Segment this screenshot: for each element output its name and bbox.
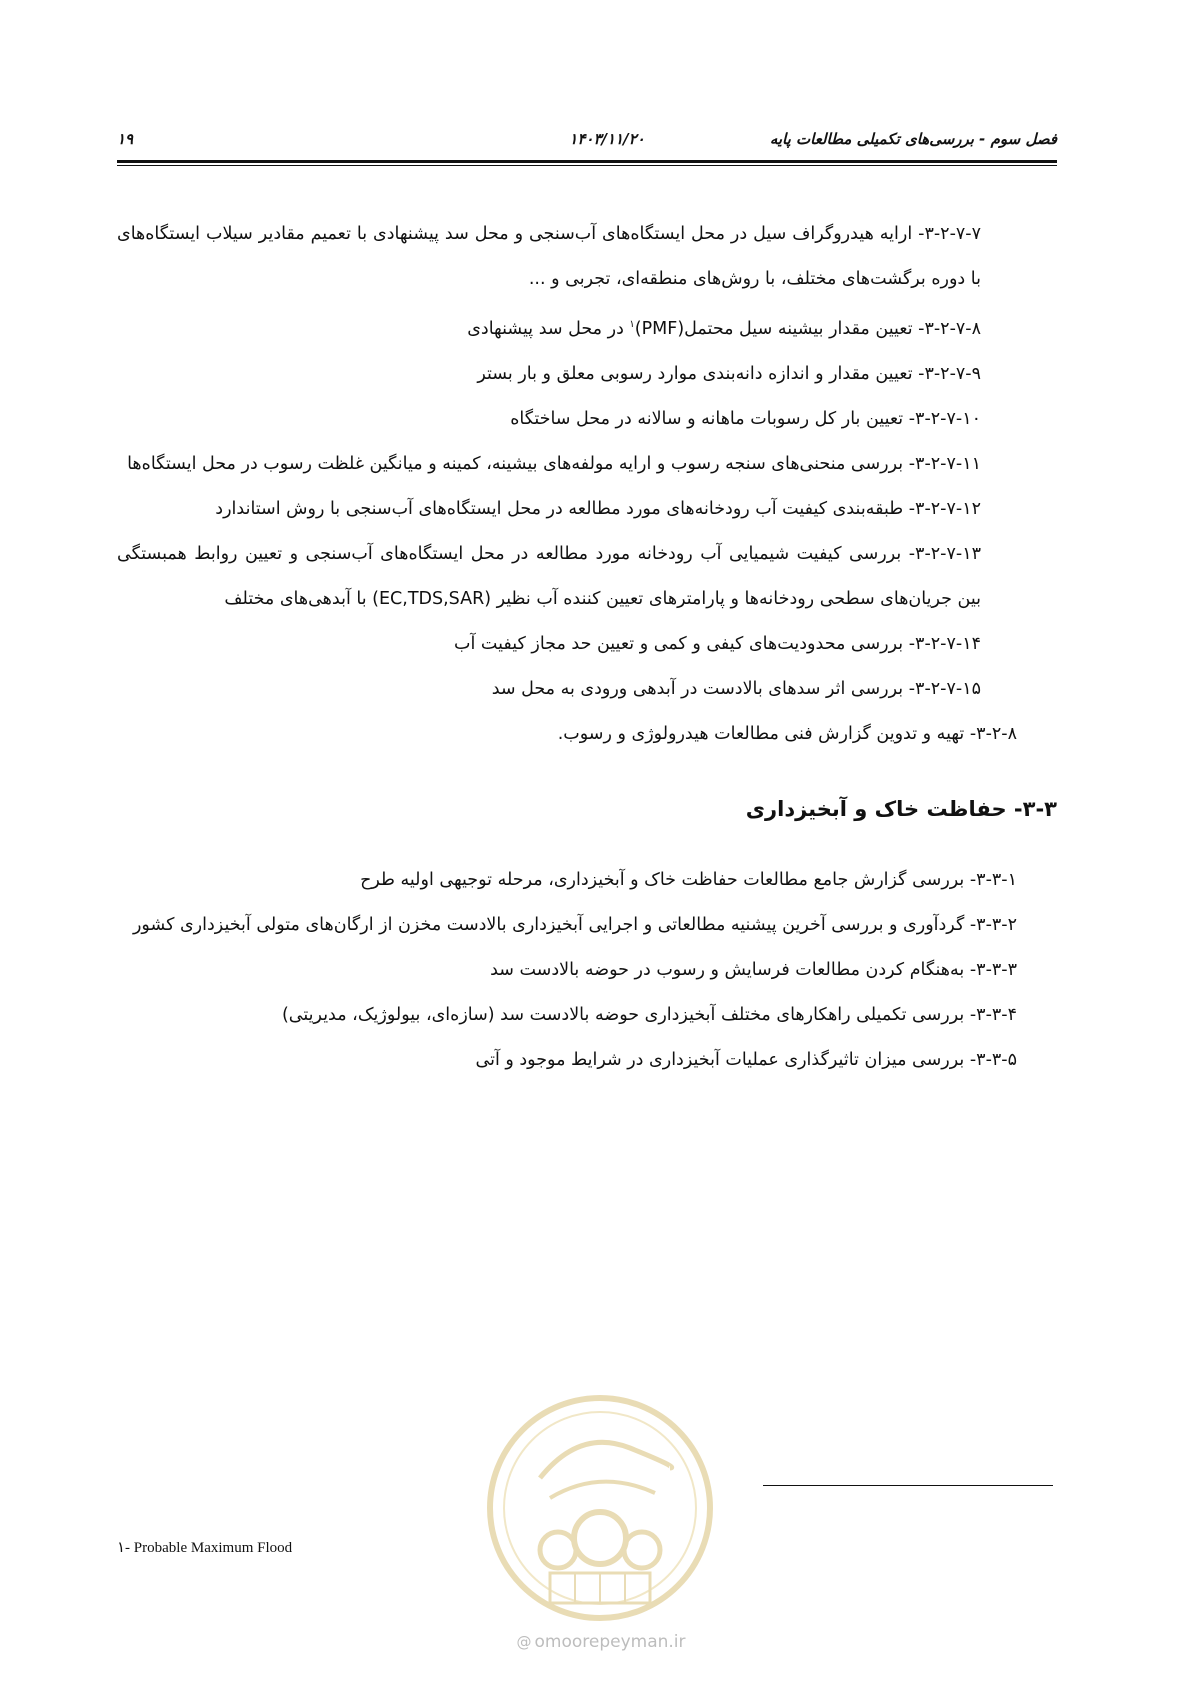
watermark-site — [491, 1632, 711, 1652]
list-item: ۳-۲-۷-۱۱- بررسی منحنی‌های سنجه رسوب و ارایه مولفه‌های بیشینه، کمینه و میانگین غلظت رسوب در محل ایستگاه‌ها — [127, 453, 981, 474]
section-heading: ۳-۳- حفاظت خاک و آبخیزداری — [745, 796, 1057, 821]
list-item: ۳-۲-۸- تهیه و تدوین گزارش فنی مطالعات هیدرولوژی و رسوب. — [557, 723, 1017, 744]
list-item: ۳-۲-۷-۹- تعیین مقدار و اندازه دانه‌بندی موارد رسوبی معلق و بار بستر — [477, 363, 981, 384]
footnote-marker: ۱ — [629, 319, 635, 330]
header-rule-thick — [117, 160, 1057, 163]
at-icon: @ — [516, 1633, 532, 1651]
list-item: ۳-۲-۷-۱۰- تعیین بار کل رسوبات ماهانه و سالانه در محل ساختگاه — [510, 408, 981, 429]
list-item: ۳-۲-۷-۱۲- طبقه‌بندی کیفیت آب رودخانه‌های مورد مطالعه در محل ایستگاه‌های آب‌سنجی با روش استاندارد — [215, 498, 981, 519]
chapter-title: فصل سوم - بررسی‌های تکمیلی مطالعات پایه — [769, 130, 1057, 148]
page-number: ۱۹ — [117, 130, 134, 148]
main-content — [117, 212, 1057, 1083]
list-item: ۳-۳-۳- به‌هنگام کردن مطالعات فرسایش و رسوب در حوضه بالادست سد — [490, 959, 1017, 980]
header-rule-thin — [117, 165, 1057, 166]
pmf-item-suffix: در محل سد پیشنهادی — [467, 318, 630, 339]
list-item: ۳-۳-۴- بررسی تکمیلی راهکارهای مختلف آبخیزداری حوضه بالادست سد (سازه‌ای، بیولوژیک، مدیریتی) — [281, 1004, 1017, 1025]
watermark-site-text: omoorepeyman.ir — [534, 1632, 686, 1652]
list-item: ۳-۲-۷-۱۵- بررسی اثر سدهای بالادست در آبدهی ورودی به محل سد — [491, 678, 981, 699]
watermark-seal-icon — [480, 1388, 720, 1628]
footnote: ۱- Probable Maximum Flood — [117, 1540, 293, 1556]
header-date: ۱۴۰۳/۱۱/۲۰ — [569, 130, 645, 148]
list-item: ۳-۳-۵- بررسی میزان تاثیرگذاری عملیات آبخیزداری در شرایط موجود و آتی — [475, 1049, 1017, 1070]
list-item: ۳-۲-۷-۷- ارایه هیدروگراف سیل در محل ایستگاه‌های آب‌سنجی و محل سد پیشنهادی با تعمیم مقادیر سیلاب ایستگاه‌های با دوره برگشت‌های مختلف، با روش‌های منطقه‌ای، تجربی و ... — [117, 224, 981, 289]
pmf-item-text: ۳-۲-۷-۸- تعیین مقدار بیشینه سیل محتمل(PMF) — [634, 318, 981, 339]
list-item: ۳-۲-۷-۱۴- بررسی محدودیت‌های کیفی و کمی و تعیین حد مجاز کیفیت آب — [453, 633, 981, 654]
page-header — [117, 130, 1057, 156]
list-item — [117, 302, 1057, 352]
list-item: ۳-۳-۲- گردآوری و بررسی آخرین پیشنیه مطالعاتی و اجرایی آبخیزداری بالادست مخزن از ارگان‌های متولی آبخیزداری کشور — [132, 914, 1017, 935]
list-item: ۳-۳-۱- بررسی گزارش جامع مطالعات حفاظت خاک و آبخیزداری، مرحله توجیهی اولیه طرح — [360, 869, 1017, 890]
list-item: ۳-۲-۷-۱۳- بررسی کیفیت شیمیایی آب رودخانه مورد مطالعه در محل ایستگاه‌های آب‌سنجی و تعیین روابط همبستگی بین جریان‌های سطحی رودخانه‌ها و پارامترهای تعیین کننده آب نظیر (EC,TDS,SAR) با آبدهی‌های مختلف — [117, 543, 981, 609]
footnote-rule — [763, 1485, 1053, 1486]
